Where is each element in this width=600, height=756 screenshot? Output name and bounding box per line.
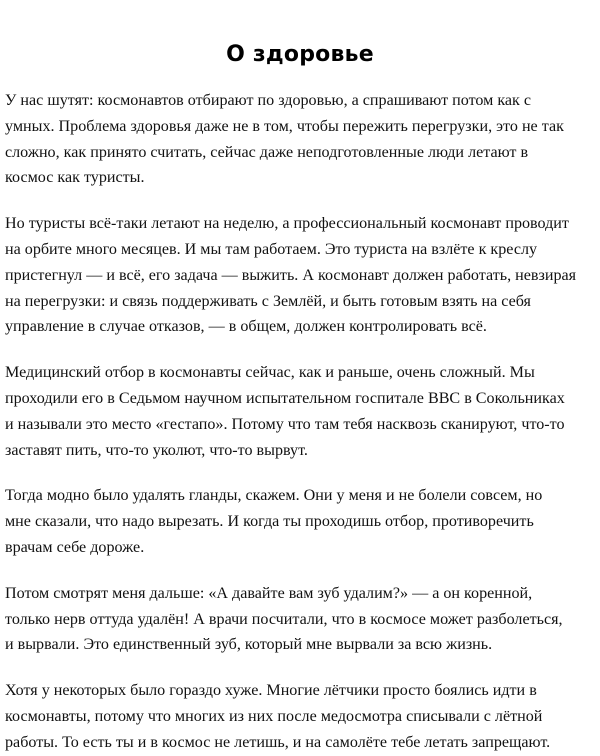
text-line: мне сказали, что надо вырезать. И когда ты проходишь отбор, противоречить: [5, 513, 534, 531]
article-title: О здоровье: [226, 42, 374, 67]
text-line: Тогда модно было удалять гланды, скажем. Они у меня и не болели совсем, но: [5, 487, 543, 505]
text-line: пристегнул — и всё, его задача — выжить. А космонавт должен работать, невзирая: [5, 266, 577, 284]
text-line: работы. То есть ты и в космос не летишь, и на самолёте тебе летать запрещают.: [5, 733, 551, 751]
text-line: врачам себе дороже.: [5, 538, 145, 556]
paragraph-2: [5, 211, 596, 340]
text-line: и называли это место «гестапо». Потому что там тебя насквозь сканируют, что-то: [5, 415, 565, 433]
paragraph-6: [5, 678, 596, 755]
paragraph-4: [5, 483, 596, 560]
text-line: У нас шутят: космонавтов отбирают по здоровью, а спрашивают потом как с: [5, 92, 532, 109]
text-line: управление в случае отказов, — в общем, должен контролировать всё.: [5, 318, 487, 336]
text-line: на перегрузки: и связь поддерживать с Землёй, и быть готовым взять на себя: [5, 292, 531, 310]
text-line: космос как туристы.: [5, 169, 145, 187]
text-line: Потом смотрят меня дальше: «А давайте вам зуб удалим?» — а он коренной,: [5, 584, 533, 602]
text-line: Хотя у некоторых было гораздо хуже. Многие лётчики просто боялись идти в: [5, 682, 537, 700]
paragraph-3: [5, 360, 596, 463]
text-line: проходили его в Седьмом научном испытательном госпитале ВВС в Сокольниках: [5, 389, 565, 407]
text-line: сложно, как принято считать, сейчас даже неподготовленные люди летают в: [5, 143, 529, 161]
text-line: заставят пить, что-то уколют, что-то вырвут.: [5, 441, 308, 459]
paragraph-1: [5, 88, 596, 191]
text-line: и вырвали. Это единственный зуб, который мне вырвали за всю жизнь.: [5, 636, 493, 654]
text-line: на орбите много месяцев. И мы там работаем. Это туриста на взлёте к креслу: [5, 240, 538, 258]
article-body: [0, 88, 600, 756]
text-line: Но туристы всё-таки летают на неделю, а профессиональный космонавт проводит: [5, 215, 569, 233]
text-line: умных. Проблема здоровья даже не в том, чтобы пережить перегрузки, это не так: [5, 117, 564, 135]
text-line: только нерв оттуда удалён! А врачи посчитали, что в космосе может разболеться,: [5, 610, 563, 628]
text-line: Медицинский отбор в космонавты сейчас, как и раньше, очень сложный. Мы: [5, 364, 535, 382]
text-line: космонавты, потому что многих из них после медосмотра списывали с лётной: [5, 707, 543, 725]
paragraph-5: [5, 581, 596, 658]
